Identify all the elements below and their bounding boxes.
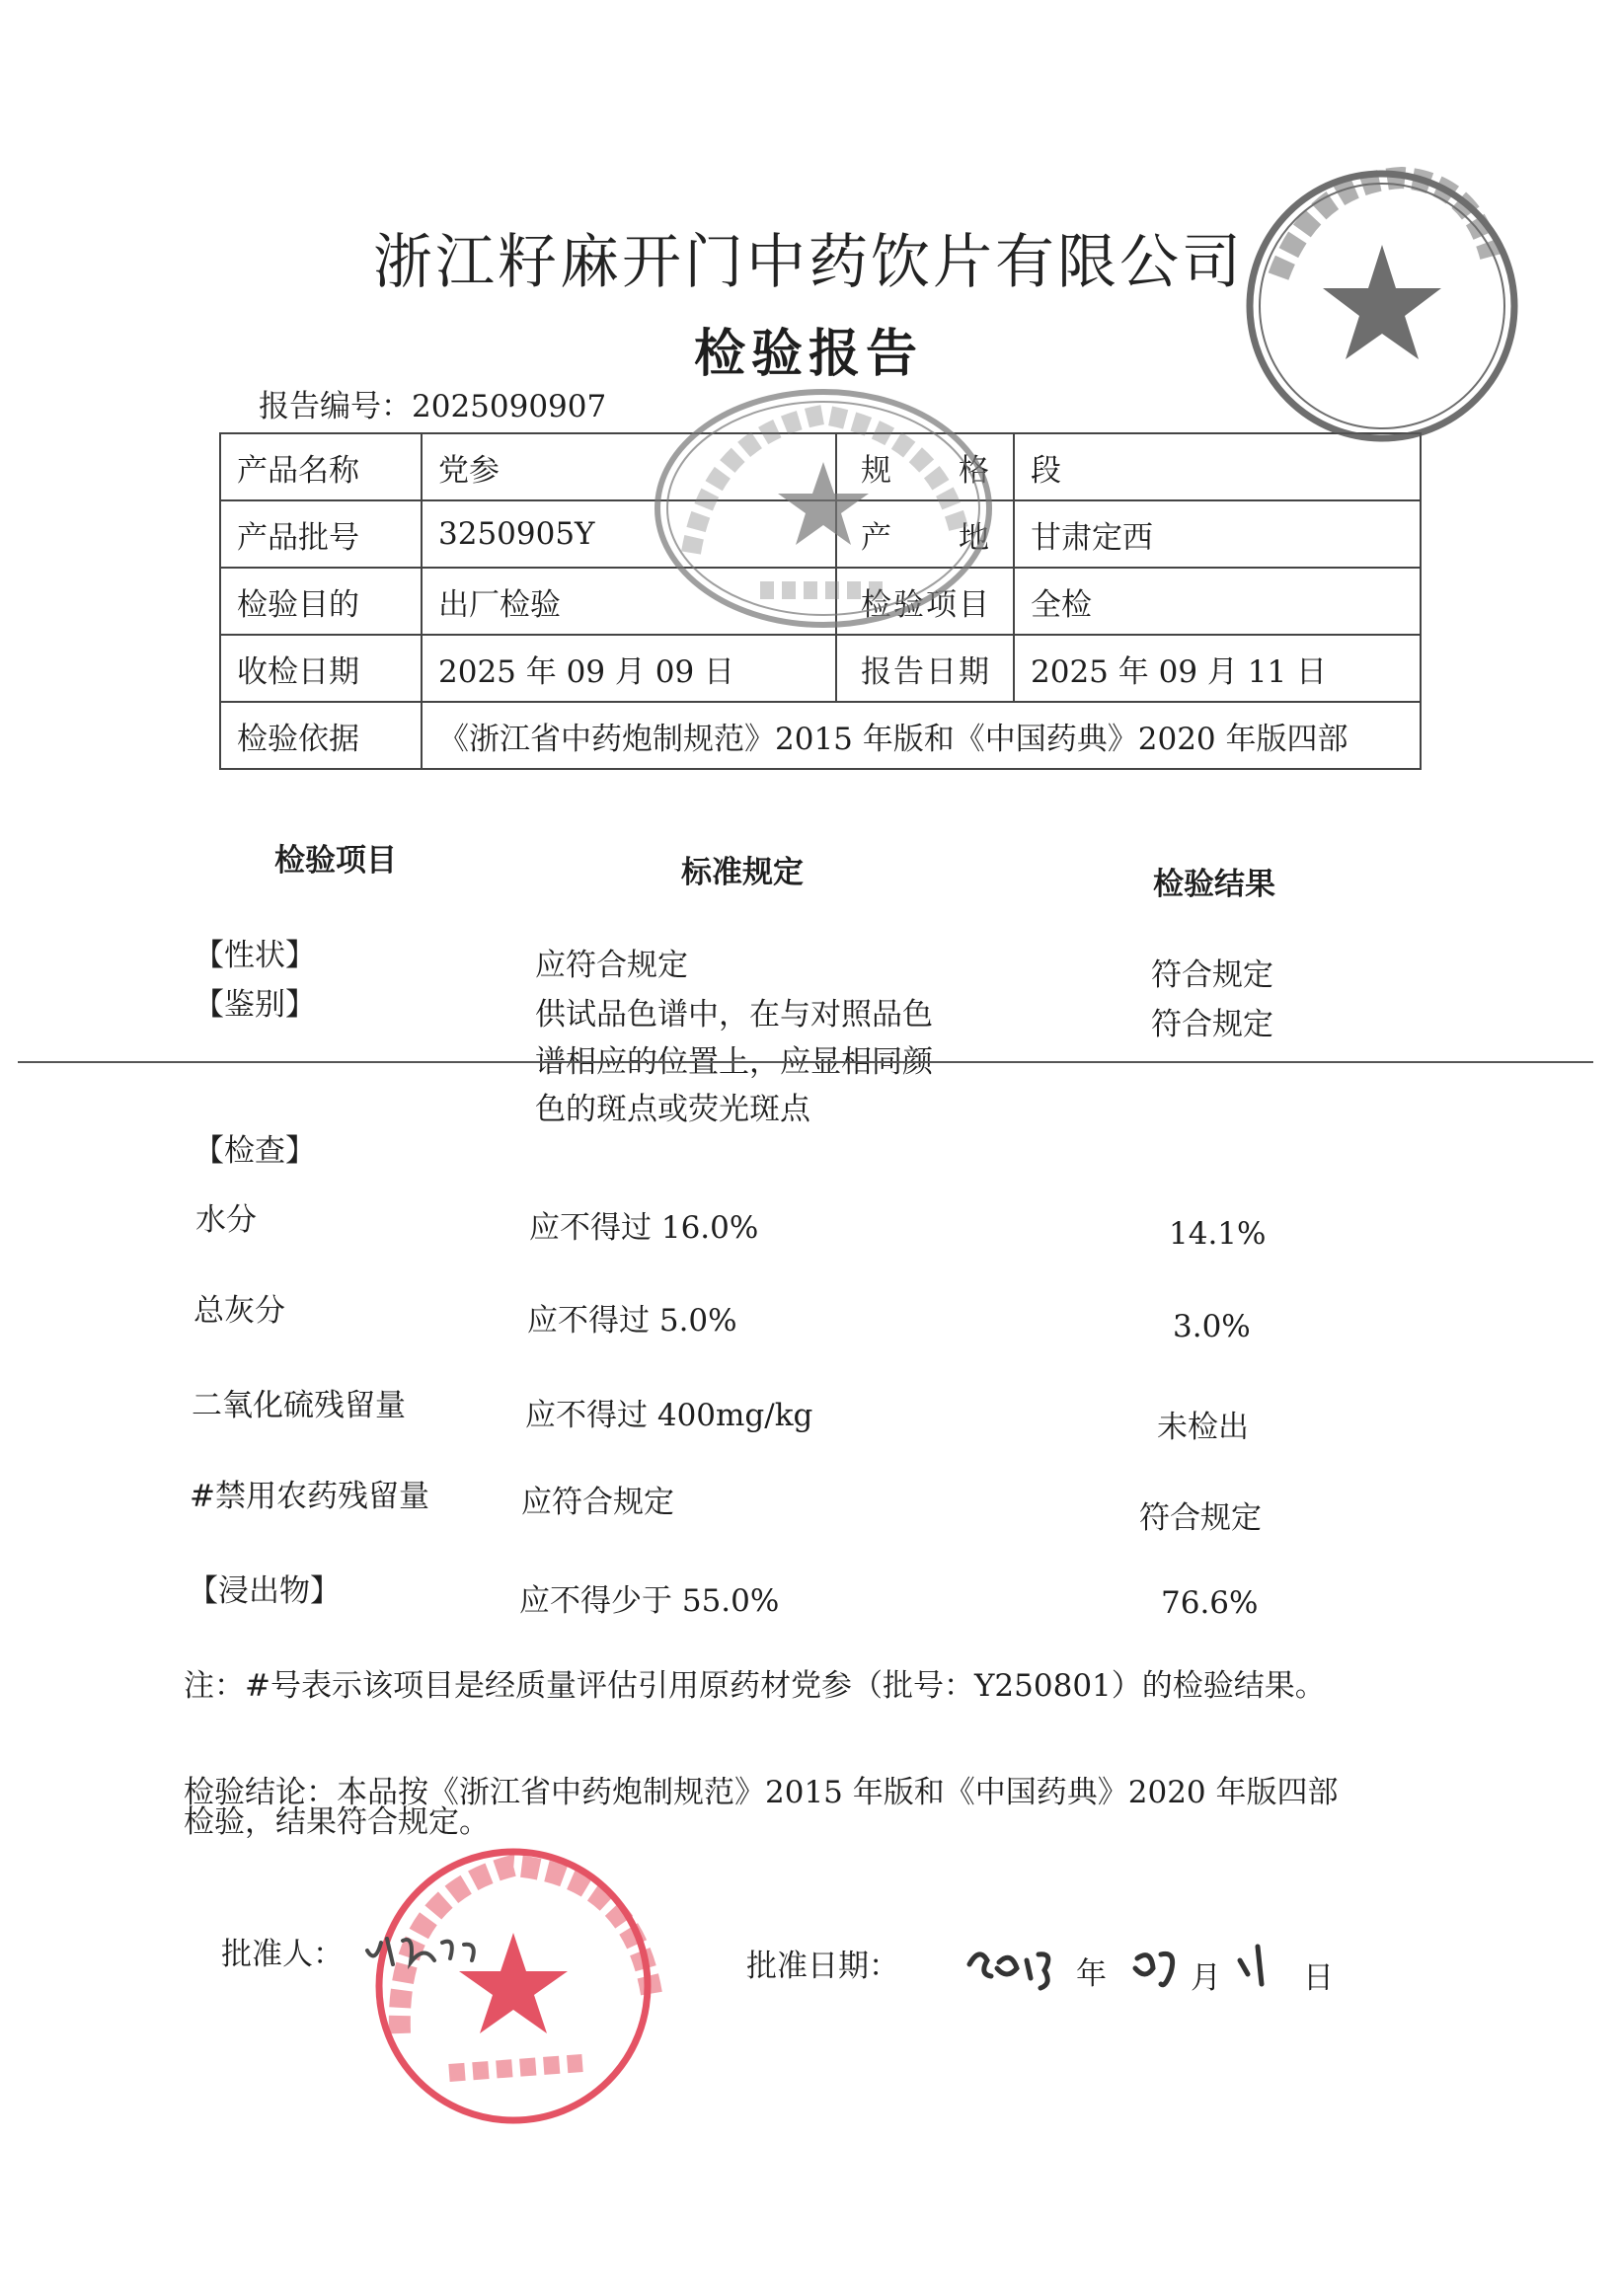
section-jiancha: 【检查】 [193, 1133, 316, 1169]
receive-date-label: 收检日期 [220, 635, 422, 702]
column-header-result: 检验结果 [1153, 867, 1275, 902]
item-so2: 二氧化硫残留量 [192, 1388, 406, 1423]
product-name-value: 党参 [422, 433, 836, 500]
company-seal [1250, 174, 1514, 438]
batch-value: 3250905Y [422, 500, 836, 568]
standard-jianbie-line2: 谱相应的位置上，应显相同颜 [535, 1044, 933, 1080]
item-xingzhuang: 【性状】 [193, 938, 316, 973]
item-pesticide: #禁用农药残留量 [190, 1479, 429, 1514]
standard-xingzhuang: 应符合规定 [535, 948, 688, 983]
result-xingzhuang: 符合规定 [1151, 957, 1273, 993]
receive-date-value: 2025 年 09 月 09 日 [422, 635, 836, 702]
conclusion-line1: 检验结论：本品按《浙江省中药炮制规范》2015 年版和《中国药典》2020 年版四部 [184, 1775, 1339, 1810]
column-header-item: 检验项目 [274, 843, 397, 879]
purpose-value: 出厂检验 [422, 568, 836, 635]
standard-moisture: 应不得过 16.0% [529, 1210, 759, 1246]
report-number-label: 报告编号： [259, 389, 412, 424]
star-icon [1323, 245, 1441, 359]
star-icon [459, 1933, 568, 2033]
conclusion-line2: 检验，结果符合规定。 [184, 1804, 490, 1840]
standard-jianbie-line1: 供试品色谱中，在与对照品色 [535, 997, 933, 1033]
day-suffix: 日 [1303, 1960, 1334, 1996]
result-extract: 76.6% [1161, 1585, 1259, 1621]
approver-label: 批准人： [221, 1937, 344, 1972]
column-header-standard: 标准规定 [681, 855, 804, 890]
year-suffix: 年 [1076, 1956, 1107, 1992]
batch-label: 产品批号 [220, 500, 422, 568]
result-pesticide: 符合规定 [1139, 1500, 1262, 1536]
standard-ash: 应不得过 5.0% [527, 1303, 737, 1339]
standard-so2: 应不得过 400mg/kg [525, 1398, 813, 1433]
item-jianbie: 【鉴别】 [193, 987, 316, 1023]
result-so2: 未检出 [1157, 1410, 1249, 1445]
month-suffix: 月 [1191, 1960, 1221, 1996]
origin-value: 甘肃定西 [1014, 500, 1421, 568]
result-moisture: 14.1% [1169, 1216, 1267, 1252]
result-ash: 3.0% [1173, 1309, 1251, 1344]
basis-label: 检验依据 [220, 702, 422, 769]
origin-label: 产地 [836, 500, 1014, 568]
red-quality-seal [379, 1852, 652, 2120]
handwritten-date [969, 1947, 1262, 1988]
purpose-label: 检验目的 [220, 568, 422, 635]
product-name-label: 产品名称 [220, 433, 422, 500]
items-label: 检验项目 [836, 568, 1014, 635]
result-jianbie: 符合规定 [1151, 1007, 1273, 1042]
spec-label: 规格 [836, 433, 1014, 500]
items-value: 全检 [1014, 568, 1421, 635]
star-icon [778, 462, 869, 545]
approval-date-label: 批准日期： [746, 1949, 899, 1984]
qc-seal [657, 392, 989, 625]
report-number-value: 2025090907 [412, 389, 607, 424]
basis-value: 《浙江省中药炮制规范》2015 年版和《中国药典》2020 年版四部 [422, 702, 1421, 769]
footnote: 注：#号表示该项目是经质量评估引用原药材党参（批号：Y250801）的检验结果。 [184, 1668, 1326, 1704]
report-date-label: 报告日期 [836, 635, 1014, 702]
item-ash: 总灰分 [193, 1293, 285, 1329]
company-name: 浙江籽麻开门中药饮片有限公司 [373, 228, 1244, 297]
report-date-value: 2025 年 09 月 11 日 [1014, 635, 1421, 702]
standard-jianbie-line3: 色的斑点或荧光斑点 [535, 1092, 810, 1127]
item-moisture: 水分 [195, 1202, 257, 1238]
standard-extract: 应不得少于 55.0% [519, 1583, 780, 1619]
spec-value: 段 [1014, 433, 1421, 500]
item-extract: 【浸出物】 [188, 1573, 341, 1609]
report-title: 检验报告 [693, 325, 923, 384]
standard-pesticide: 应符合规定 [521, 1485, 674, 1520]
